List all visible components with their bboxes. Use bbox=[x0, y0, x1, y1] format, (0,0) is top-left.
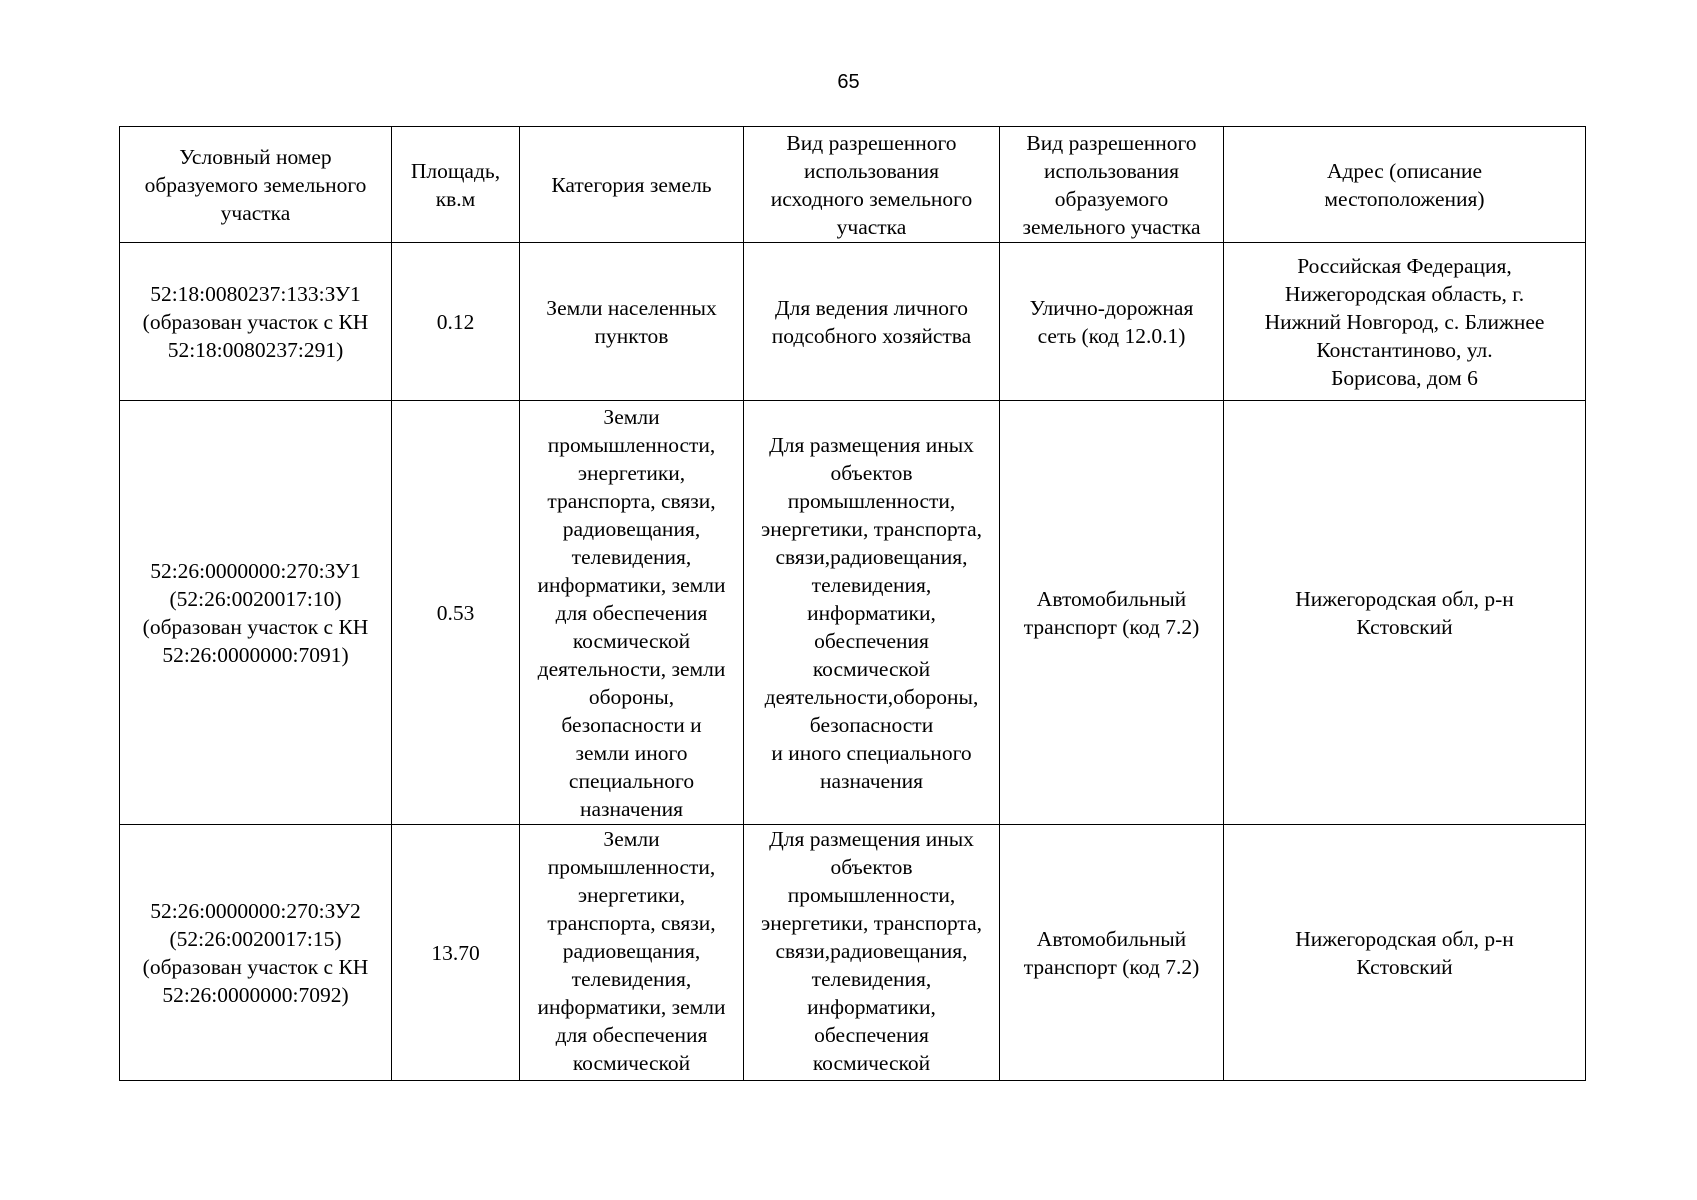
cell-target-permitted-use: Улично-дорожная сеть (код 12.0.1) bbox=[1000, 243, 1224, 401]
cell-target-permitted-use: Автомобильный транспорт (код 7.2) bbox=[1000, 401, 1224, 825]
land-plots-table bbox=[119, 126, 1586, 1081]
cell-plot-number: 52:26:0000000:270:ЗУ2 (52:26:0020017:15) (образован участок с КН 52:26:0000000:7092) bbox=[120, 825, 392, 1081]
cell-address: Нижегородская обл, р-н Кстовский bbox=[1224, 401, 1586, 825]
cell-area: 0.53 bbox=[392, 401, 520, 825]
page-number: 65 bbox=[837, 71, 860, 93]
header-plot-number: Условный номер образуемого земельного участка bbox=[120, 127, 392, 243]
header-area: Площадь, кв.м bbox=[392, 127, 520, 243]
cell-area: 0.12 bbox=[392, 243, 520, 401]
cell-target-permitted-use: Автомобильный транспорт (код 7.2) bbox=[1000, 825, 1224, 1081]
cell-address: Нижегородская обл, р-н Кстовский bbox=[1224, 825, 1586, 1081]
cell-land-category: Земли населенных пунктов bbox=[520, 243, 744, 401]
table-row bbox=[120, 401, 1586, 825]
cell-plot-number: 52:26:0000000:270:ЗУ1 (52:26:0020017:10) (образован участок с КН 52:26:0000000:7091) bbox=[120, 401, 392, 825]
cell-land-category: Земли промышленности, энергетики, транспорта, связи, радиовещания, телевидения, информатики, земли для обеспечения космической деятельности, земли обороны, безопасности и земли иного специального назначения bbox=[520, 401, 744, 825]
header-source-permitted-use: Вид разрешенного использования исходного земельного участка bbox=[744, 127, 1000, 243]
table-header-row bbox=[120, 127, 1586, 243]
cell-land-category: Земли промышленности, энергетики, транспорта, связи, радиовещания, телевидения, информатики, земли для обеспечения космической bbox=[520, 825, 744, 1081]
cell-area: 13.70 bbox=[392, 825, 520, 1081]
cell-source-permitted-use: Для ведения личного подсобного хозяйства bbox=[744, 243, 1000, 401]
table-row bbox=[120, 243, 1586, 401]
cell-source-permitted-use: Для размещения иных объектов промышленности, энергетики, транспорта, связи,радиовещания, телевидения, информатики, обеспечения космической деятельности,обороны, безопасности и иного специального назначения bbox=[744, 401, 1000, 825]
header-target-permitted-use: Вид разрешенного использования образуемого земельного участка bbox=[1000, 127, 1224, 243]
header-address: Адрес (описание местоположения) bbox=[1224, 127, 1586, 243]
cell-plot-number: 52:18:0080237:133:ЗУ1 (образован участок с КН 52:18:0080237:291) bbox=[120, 243, 392, 401]
header-land-category: Категория земель bbox=[520, 127, 744, 243]
table-row bbox=[120, 825, 1586, 1081]
cell-source-permitted-use: Для размещения иных объектов промышленности, энергетики, транспорта, связи,радиовещания, телевидения, информатики, обеспечения космической bbox=[744, 825, 1000, 1081]
cell-address: Российская Федерация, Нижегородская область, г. Нижний Новгород, с. Ближнее Константиново, ул. Борисова, дом 6 bbox=[1224, 243, 1586, 401]
